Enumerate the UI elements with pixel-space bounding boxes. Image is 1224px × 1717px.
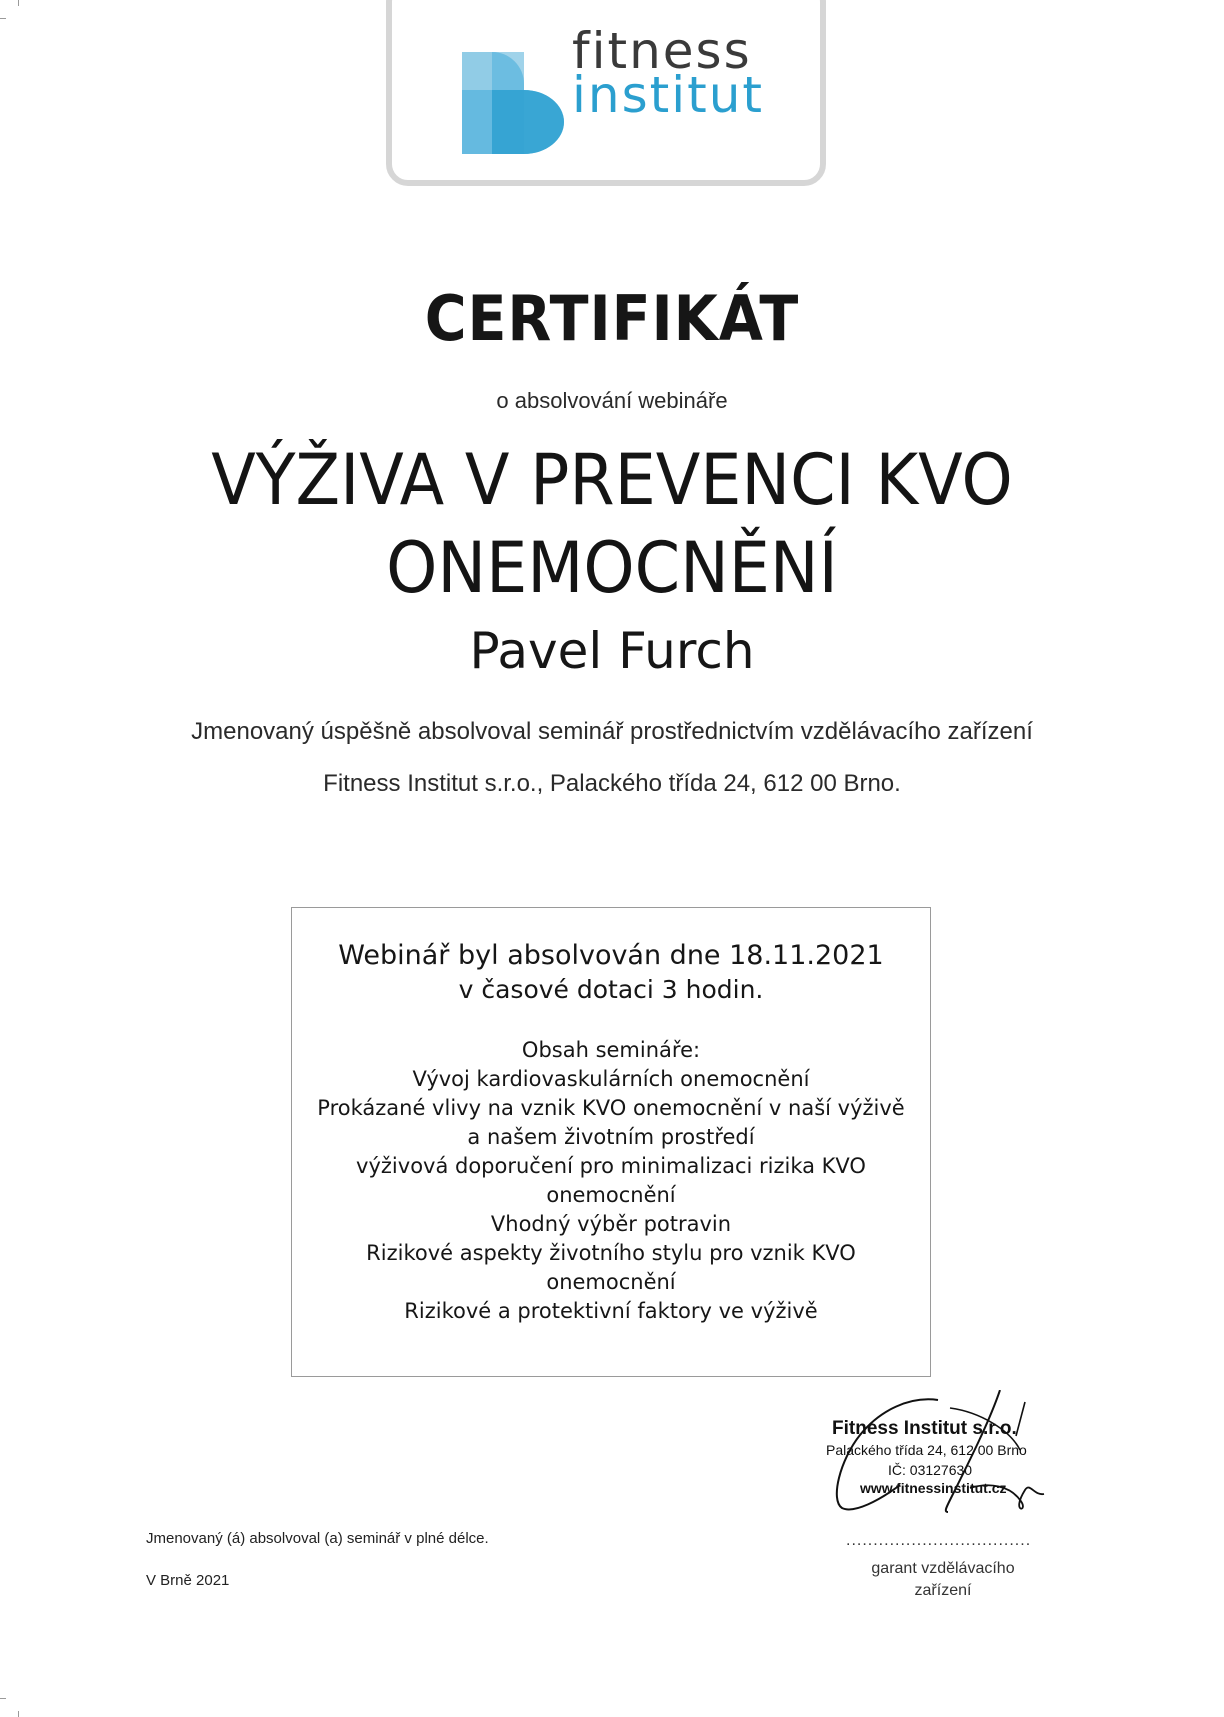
crop-mark bbox=[0, 18, 6, 19]
content-heading: Obsah semináře: bbox=[521, 1038, 701, 1062]
stamp-web: www.fitnessinstitut.cz bbox=[860, 1480, 1007, 1496]
intro-line1: Jmenovaný úspěšně absolvoval seminář prostřednictvím vzdělávacího zařízení bbox=[191, 718, 1033, 745]
logo-word-fitness: fitness bbox=[572, 22, 752, 80]
crop-mark bbox=[18, 1711, 19, 1717]
content-item: výživová doporučení pro minimalizaci rizika KVO onemocnění bbox=[356, 1154, 866, 1207]
stamp-address: Palackého třída 24, 612 00 Brno bbox=[826, 1442, 1027, 1458]
certificate-subtitle: o absolvování webináře bbox=[496, 388, 728, 413]
course-info-box bbox=[291, 907, 931, 1377]
logo-wordmark bbox=[572, 22, 765, 124]
signature-line: .................................. bbox=[846, 1532, 1032, 1549]
certificate-title: CERTIFIKÁT bbox=[424, 282, 800, 355]
intro-line2: Fitness Institut s.r.o., Palackého třída 24, 612 00 Brno. bbox=[323, 770, 901, 797]
logo-word-institut: institut bbox=[572, 66, 765, 124]
crop-mark bbox=[0, 1698, 6, 1699]
course-title-line1: VÝŽIVA V PREVENCI KVO bbox=[211, 439, 1013, 521]
crop-mark bbox=[18, 0, 19, 6]
course-title bbox=[43, 436, 1181, 612]
course-hours: v časové dotaci 3 hodin. bbox=[458, 975, 764, 1004]
content-list bbox=[292, 1065, 930, 1326]
place-date: V Brně 2021 bbox=[146, 1572, 230, 1589]
recipient-name: Pavel Furch bbox=[469, 622, 755, 680]
content-item: Prokázané vlivy na vznik KVO onemocnění v naší výživě a našem životním prostředí bbox=[317, 1096, 905, 1149]
course-title-line2: ONEMOCNĚNÍ bbox=[386, 527, 838, 609]
fitness-institut-logo-icon bbox=[462, 52, 572, 154]
stamp-company: Fitness Institut s.r.o. bbox=[832, 1418, 1017, 1439]
guarantor-label bbox=[858, 1558, 1028, 1602]
signature-icon bbox=[820, 1390, 1050, 1530]
content-item: Vhodný výběr potravin bbox=[490, 1212, 732, 1236]
stamp-ic: IČ: 03127630 bbox=[888, 1462, 973, 1478]
guarantor-line2: zařízení bbox=[914, 1582, 972, 1599]
completion-date: Webinář byl absolvován dne 18.11.2021 bbox=[338, 940, 884, 971]
content-item: Vývoj kardiovaskulárních onemocnění bbox=[412, 1067, 810, 1091]
completion-note: Jmenovaný (á) absolvoval (a) seminář v plné délce. bbox=[146, 1530, 489, 1547]
guarantor-line1: garant vzdělávacího bbox=[871, 1560, 1015, 1577]
content-item: Rizikové a protektivní faktory ve výživě bbox=[404, 1299, 818, 1323]
logo-card bbox=[386, 0, 826, 186]
content-item: Rizikové aspekty životního stylu pro vznik KVO onemocnění bbox=[366, 1241, 856, 1294]
